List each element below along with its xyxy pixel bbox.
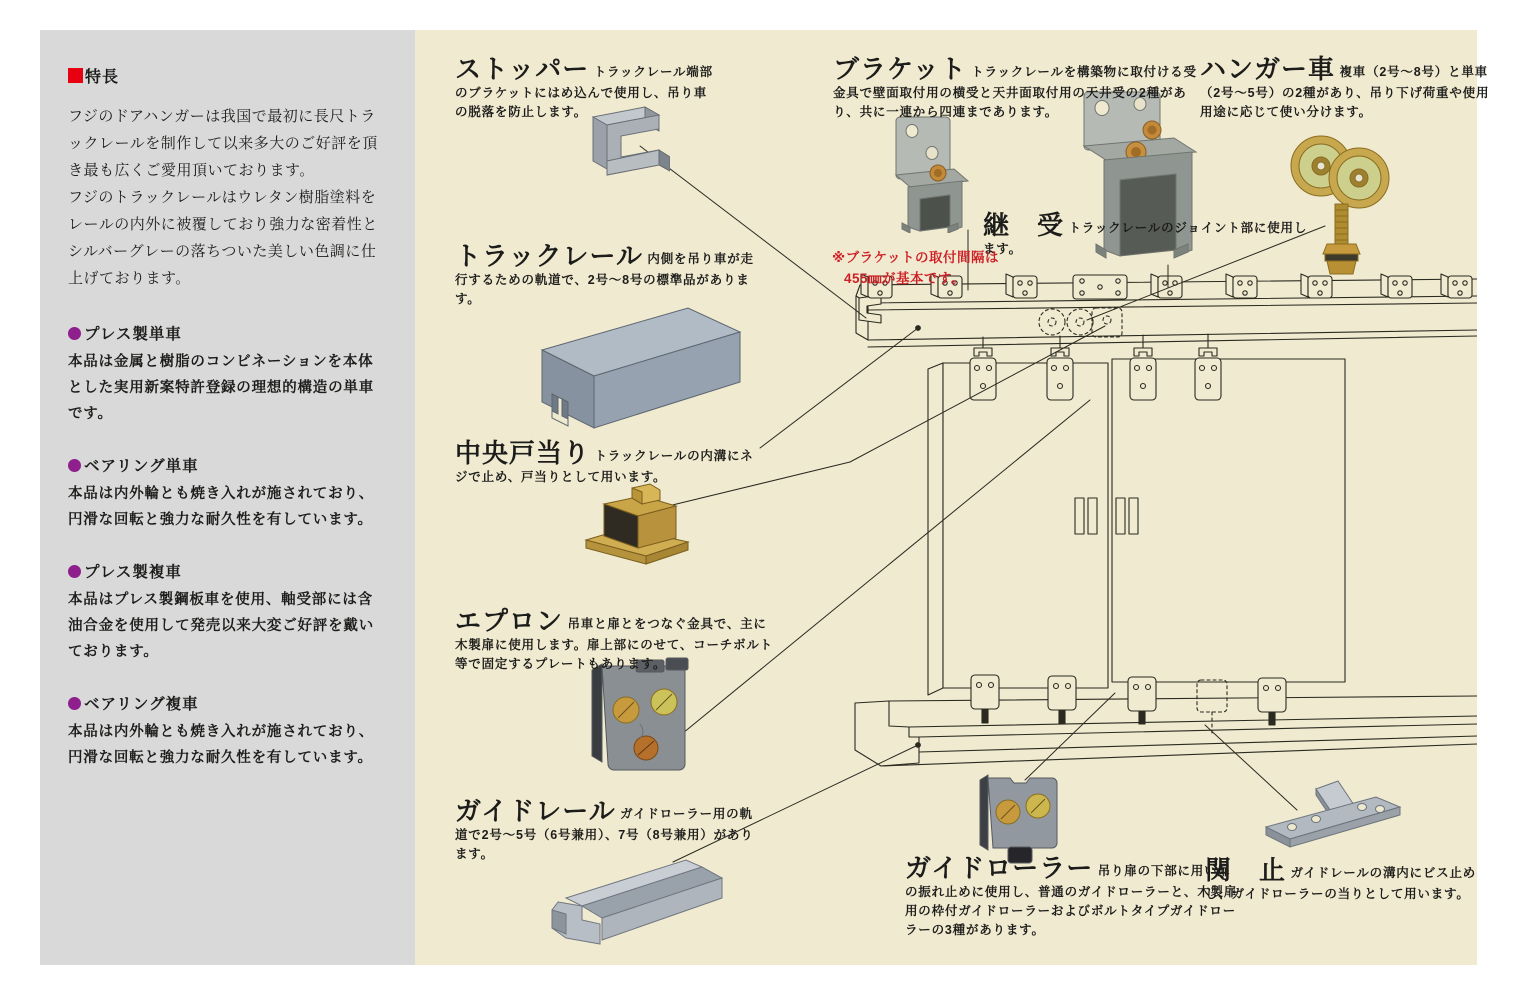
section-title: ブラケット: [833, 54, 967, 84]
bracket-wall-photo: [888, 115, 973, 233]
purple-bullet-icon: [68, 459, 81, 472]
product-desc: 本品はプレス製鋼板車を使用、軸受部には含油合金を使用して発売以来大変ご好評を戴いております。: [68, 592, 374, 660]
product-desc: 本品は内外輪とも焼き入れが施されており、円滑な回転と強力な耐久性を有しています。: [68, 724, 374, 766]
section-desc: ガイドレールの溝内にビス止めし、ガイドローラーの当りとして用います。: [1205, 866, 1477, 901]
section-title: 中央戸当り: [455, 438, 591, 468]
section-hanger: [1200, 54, 1500, 122]
bracket-spacing-note: [832, 247, 1022, 289]
joint-plate-drawing: [1073, 275, 1127, 299]
note-line: 455㎜が基本です。: [844, 271, 965, 286]
product-name: プレス製単車: [84, 326, 182, 343]
product-name-row: [68, 322, 387, 344]
section-bracket: [833, 54, 1197, 122]
section-track-rail: [455, 241, 757, 309]
section-title: 関 止: [1205, 855, 1287, 885]
feature-heading-label: 特長: [85, 69, 120, 86]
product-name: ベアリング複車: [84, 696, 199, 713]
stop-plate-photo: [1258, 775, 1408, 857]
red-square-icon: [68, 68, 83, 83]
product-block-press-double: [68, 560, 387, 665]
purple-bullet-icon: [68, 327, 81, 340]
product-name-row: [68, 692, 387, 714]
section-stop: [1205, 855, 1480, 904]
section-desc: トラックレールの内溝にネジで止め、戸当りとして用います。: [455, 449, 754, 484]
product-name-row: [68, 454, 387, 476]
section-title: エプロン: [455, 606, 564, 636]
section-desc: 内側を吊り車が走行するための軌道で、2号～8号の標準品があります。: [455, 252, 754, 306]
product-desc: 本品は内外輪とも焼き入れが施されており、円滑な回転と強力な耐久性を有しています。: [68, 486, 374, 528]
section-desc: トラックレールのジョイント部に使用します。: [983, 221, 1308, 256]
guide-roller-photo: [968, 762, 1073, 864]
section-desc: 複車（2号～8号）と単車（2号～5号）の2種があり、吊り下げ荷重や使用用途に応じて使い分けます。: [1200, 65, 1490, 119]
section-guide-roller: [905, 853, 1239, 940]
feature-heading: [68, 64, 387, 87]
door-panels-drawing: [928, 359, 1345, 695]
section-desc: ガイドローラー用の軌道で2号～5号（6号兼用）、7号（8号兼用）があります。: [455, 807, 754, 861]
section-title: ガイドレール: [455, 796, 616, 826]
section-title: ハンガー車: [1200, 54, 1336, 84]
section-desc: 吊車と扉とをつなぐ金具で、主に木製扉に使用します。扉上部にのせて、コーチボルト等で固定するプレートもあります。: [455, 617, 773, 671]
section-desc: トラックレール端部のブラケットにはめ込んで使用し、吊り車の脱落を防止します。: [455, 65, 713, 119]
section-stopper: [455, 54, 717, 122]
guide-rail-drawing: [855, 696, 1477, 766]
feature-paragraphs: [68, 103, 387, 292]
feature-paragraph: フジのドアハンガーは我国で最初に長尺トラックレールを制作して以来多大のご好評を頂き最も広くご愛用頂いております。: [68, 108, 378, 179]
product-block-bearing-single: [68, 454, 387, 533]
note-line: ※ブラケットの取付間隔は: [832, 250, 999, 265]
purple-bullet-icon: [68, 565, 81, 578]
section-title: トラックレール: [455, 241, 643, 271]
section-center-stop: [455, 438, 755, 487]
section-apron: [455, 606, 773, 674]
section-guide-rail: [455, 796, 757, 864]
feature-sidebar: [40, 30, 415, 965]
hidden-parts-dashed: [1039, 308, 1122, 337]
feature-paragraph: フジのトラックレールはウレタン樹脂塗料をレールの内外に被覆しており強力な密着性とシルバーグレーの落ちついた美しい色調に仕上げております。: [68, 189, 378, 287]
section-desc: 吊り扉の下部に用い扉の振れ止めに使用し、普通のガイドローラーと、木製扉用の枠付ガイドローラーおよびボルトタイプガイドローラーの3種があります。: [905, 864, 1238, 937]
purple-bullet-icon: [68, 697, 81, 710]
section-joint: [983, 210, 1318, 259]
section-title: 継 受: [983, 210, 1065, 240]
track-rail-photo: [528, 298, 750, 436]
section-title: ガイドローラー: [905, 853, 1094, 883]
product-name: ベアリング単車: [84, 458, 199, 475]
section-title: ストッパー: [455, 54, 590, 84]
product-name-row: [68, 560, 387, 582]
product-block-bearing-double: [68, 692, 387, 771]
product-name: プレス製複車: [84, 564, 182, 581]
center-stop-photo: [580, 478, 695, 570]
section-desc: トラックレールを構築物に取付ける受金具で壁面取付用の横受と天井面取付用の天井受の2種があり、共に一連から四連まであります。: [833, 65, 1197, 119]
product-block-press-single: [68, 322, 387, 427]
product-desc: 本品は金属と樹脂のコンビネーションを本体とした実用新案特許登録の理想的構造の単車です。: [68, 354, 374, 422]
component-diagram-panel: [415, 30, 1490, 965]
